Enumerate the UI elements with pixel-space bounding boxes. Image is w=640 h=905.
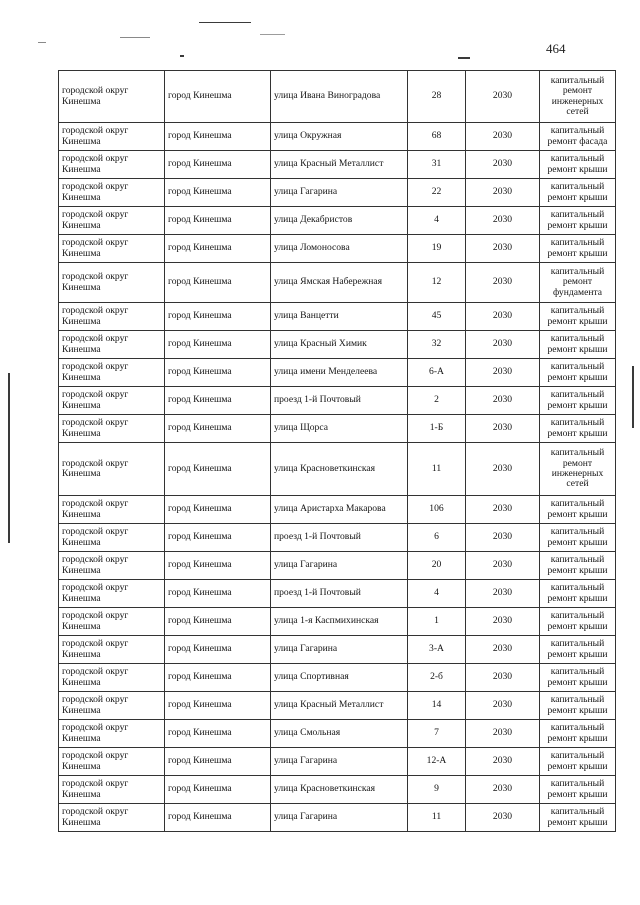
work-type-cell: капитальный ремонт крыши [540,636,616,664]
scan-artifact-top-5 [458,57,470,59]
table-row [59,692,616,720]
table-row [59,524,616,552]
district-cell: городской округ Кинешма [59,359,165,387]
street-cell: улица Ванцетти [271,303,408,331]
district-cell: городской округ Кинешма [59,776,165,804]
district-cell: городской округ Кинешма [59,387,165,415]
street-cell: улица Щорса [271,415,408,443]
house-number-cell: 2 [408,387,466,415]
work-type-cell: капитальный ремонт крыши [540,580,616,608]
work-type-cell: капитальный ремонт крыши [540,179,616,207]
work-type-cell: капитальный ремонт крыши [540,331,616,359]
table-row [59,331,616,359]
house-number-cell: 28 [408,71,466,123]
city-cell: город Кинешма [165,748,271,776]
district-cell: городской округ Кинешма [59,636,165,664]
scan-artifact-top-1 [199,22,251,23]
district-cell: городской округ Кинешма [59,331,165,359]
table-row [59,179,616,207]
table-row [59,359,616,387]
street-cell: улица Ямская Набережная [271,263,408,303]
street-cell: улица Красноветкинская [271,443,408,496]
street-cell: улица Красный Металлист [271,692,408,720]
work-type-cell: капитальный ремонт инженерных сетей [540,71,616,123]
district-cell: городской округ Кинешма [59,207,165,235]
table-row [59,443,616,496]
house-number-cell: 31 [408,151,466,179]
work-type-cell: капитальный ремонт крыши [540,235,616,263]
house-number-cell: 4 [408,580,466,608]
house-number-cell: 20 [408,552,466,580]
year-cell: 2030 [466,263,540,303]
city-cell: город Кинешма [165,263,271,303]
table-row [59,776,616,804]
table-row [59,151,616,179]
scan-artifact-right-bar [632,366,634,428]
district-cell: городской округ Кинешма [59,179,165,207]
street-cell: проезд 1-й Почтовый [271,387,408,415]
year-cell: 2030 [466,235,540,263]
scan-artifact-top-3 [260,34,285,35]
street-cell: улица Гагарина [271,748,408,776]
year-cell: 2030 [466,692,540,720]
work-type-cell: капитальный ремонт крыши [540,552,616,580]
housing-repair-table [58,70,616,832]
work-type-cell: капитальный ремонт крыши [540,303,616,331]
city-cell: город Кинешма [165,496,271,524]
house-number-cell: 11 [408,443,466,496]
city-cell: город Кинешма [165,123,271,151]
work-type-cell: капитальный ремонт крыши [540,748,616,776]
table-body [59,71,616,832]
city-cell: город Кинешма [165,552,271,580]
district-cell: городской округ Кинешма [59,552,165,580]
street-cell: улица Гагарина [271,804,408,832]
table-row [59,415,616,443]
table-row [59,263,616,303]
city-cell: город Кинешма [165,207,271,235]
district-cell: городской округ Кинешма [59,496,165,524]
city-cell: город Кинешма [165,636,271,664]
year-cell: 2030 [466,359,540,387]
district-cell: городской округ Кинешма [59,720,165,748]
year-cell: 2030 [466,636,540,664]
district-cell: городской округ Кинешма [59,608,165,636]
table-row [59,580,616,608]
street-cell: улица Гагарина [271,552,408,580]
district-cell: городской округ Кинешма [59,151,165,179]
year-cell: 2030 [466,720,540,748]
year-cell: 2030 [466,664,540,692]
year-cell: 2030 [466,496,540,524]
district-cell: городской округ Кинешма [59,235,165,263]
work-type-cell: капитальный ремонт фасада [540,123,616,151]
district-cell: городской округ Кинешма [59,123,165,151]
scan-artifact-top-2 [120,37,150,38]
house-number-cell: 3-А [408,636,466,664]
scan-artifact-top-6 [38,42,46,43]
city-cell: город Кинешма [165,804,271,832]
street-cell: улица Ломоносова [271,235,408,263]
work-type-cell: капитальный ремонт крыши [540,608,616,636]
city-cell: город Кинешма [165,443,271,496]
work-type-cell: капитальный ремонт крыши [540,524,616,552]
work-type-cell: капитальный ремонт фундамента [540,263,616,303]
year-cell: 2030 [466,71,540,123]
city-cell: город Кинешма [165,179,271,207]
house-number-cell: 106 [408,496,466,524]
work-type-cell: капитальный ремонт крыши [540,692,616,720]
work-type-cell: капитальный ремонт крыши [540,720,616,748]
work-type-cell: капитальный ремонт крыши [540,496,616,524]
year-cell: 2030 [466,387,540,415]
house-number-cell: 14 [408,692,466,720]
city-cell: город Кинешма [165,331,271,359]
work-type-cell: капитальный ремонт крыши [540,804,616,832]
street-cell: улица Гагарина [271,636,408,664]
table-row [59,804,616,832]
work-type-cell: капитальный ремонт инженерных сетей [540,443,616,496]
year-cell: 2030 [466,804,540,832]
table-row [59,387,616,415]
page-number: 464 [546,41,566,56]
street-cell: проезд 1-й Почтовый [271,580,408,608]
street-cell: проезд 1-й Почтовый [271,524,408,552]
year-cell: 2030 [466,552,540,580]
street-cell: улица имени Менделеева [271,359,408,387]
house-number-cell: 4 [408,207,466,235]
year-cell: 2030 [466,123,540,151]
city-cell: город Кинешма [165,387,271,415]
year-cell: 2030 [466,303,540,331]
table-row [59,636,616,664]
house-number-cell: 12 [408,263,466,303]
house-number-cell: 1 [408,608,466,636]
table-row [59,123,616,151]
year-cell: 2030 [466,748,540,776]
city-cell: город Кинешма [165,608,271,636]
house-number-cell: 9 [408,776,466,804]
street-cell: улица Ивана Виноградова [271,71,408,123]
year-cell: 2030 [466,331,540,359]
district-cell: городской округ Кинешма [59,71,165,123]
year-cell: 2030 [466,443,540,496]
city-cell: город Кинешма [165,71,271,123]
street-cell: улица Красный Металлист [271,151,408,179]
district-cell: городской округ Кинешма [59,804,165,832]
city-cell: город Кинешма [165,664,271,692]
scan-artifact-left-bar [8,373,10,543]
house-number-cell: 45 [408,303,466,331]
year-cell: 2030 [466,608,540,636]
district-cell: городской округ Кинешма [59,524,165,552]
district-cell: городской округ Кинешма [59,580,165,608]
city-cell: город Кинешма [165,415,271,443]
table-row [59,720,616,748]
street-cell: улица Спортивная [271,664,408,692]
house-number-cell: 2-б [408,664,466,692]
work-type-cell: капитальный ремонт крыши [540,415,616,443]
city-cell: город Кинешма [165,776,271,804]
district-cell: городской округ Кинешма [59,443,165,496]
work-type-cell: капитальный ремонт крыши [540,776,616,804]
house-number-cell: 6 [408,524,466,552]
house-number-cell: 11 [408,804,466,832]
street-cell: улица Красноветкинская [271,776,408,804]
table-row [59,496,616,524]
table-row [59,303,616,331]
street-cell: улица Аристарха Макарова [271,496,408,524]
city-cell: город Кинешма [165,303,271,331]
work-type-cell: капитальный ремонт крыши [540,387,616,415]
table-row [59,71,616,123]
street-cell: улица Красный Химик [271,331,408,359]
street-cell: улица Смольная [271,720,408,748]
work-type-cell: капитальный ремонт крыши [540,664,616,692]
street-cell: улица Гагарина [271,179,408,207]
house-number-cell: 19 [408,235,466,263]
house-number-cell: 68 [408,123,466,151]
table-row [59,207,616,235]
street-cell: улица Окружная [271,123,408,151]
table-row [59,608,616,636]
district-cell: городской округ Кинешма [59,748,165,776]
house-number-cell: 7 [408,720,466,748]
table-row [59,748,616,776]
district-cell: городской округ Кинешма [59,664,165,692]
year-cell: 2030 [466,776,540,804]
district-cell: городской округ Кинешма [59,303,165,331]
table-row [59,235,616,263]
city-cell: город Кинешма [165,524,271,552]
year-cell: 2030 [466,207,540,235]
house-number-cell: 22 [408,179,466,207]
district-cell: городской округ Кинешма [59,415,165,443]
table-row [59,664,616,692]
house-number-cell: 12-А [408,748,466,776]
scan-artifact-top-4 [180,55,184,57]
street-cell: улица Декабристов [271,207,408,235]
table-row [59,552,616,580]
city-cell: город Кинешма [165,235,271,263]
year-cell: 2030 [466,415,540,443]
house-number-cell: 32 [408,331,466,359]
city-cell: город Кинешма [165,151,271,179]
street-cell: улица 1-я Каспмихинская [271,608,408,636]
city-cell: город Кинешма [165,720,271,748]
year-cell: 2030 [466,179,540,207]
work-type-cell: капитальный ремонт крыши [540,151,616,179]
city-cell: город Кинешма [165,359,271,387]
house-number-cell: 6-А [408,359,466,387]
work-type-cell: капитальный ремонт крыши [540,207,616,235]
year-cell: 2030 [466,580,540,608]
district-cell: городской округ Кинешма [59,692,165,720]
city-cell: город Кинешма [165,692,271,720]
city-cell: город Кинешма [165,580,271,608]
house-number-cell: 1-Б [408,415,466,443]
year-cell: 2030 [466,524,540,552]
work-type-cell: капитальный ремонт крыши [540,359,616,387]
year-cell: 2030 [466,151,540,179]
district-cell: городской округ Кинешма [59,263,165,303]
